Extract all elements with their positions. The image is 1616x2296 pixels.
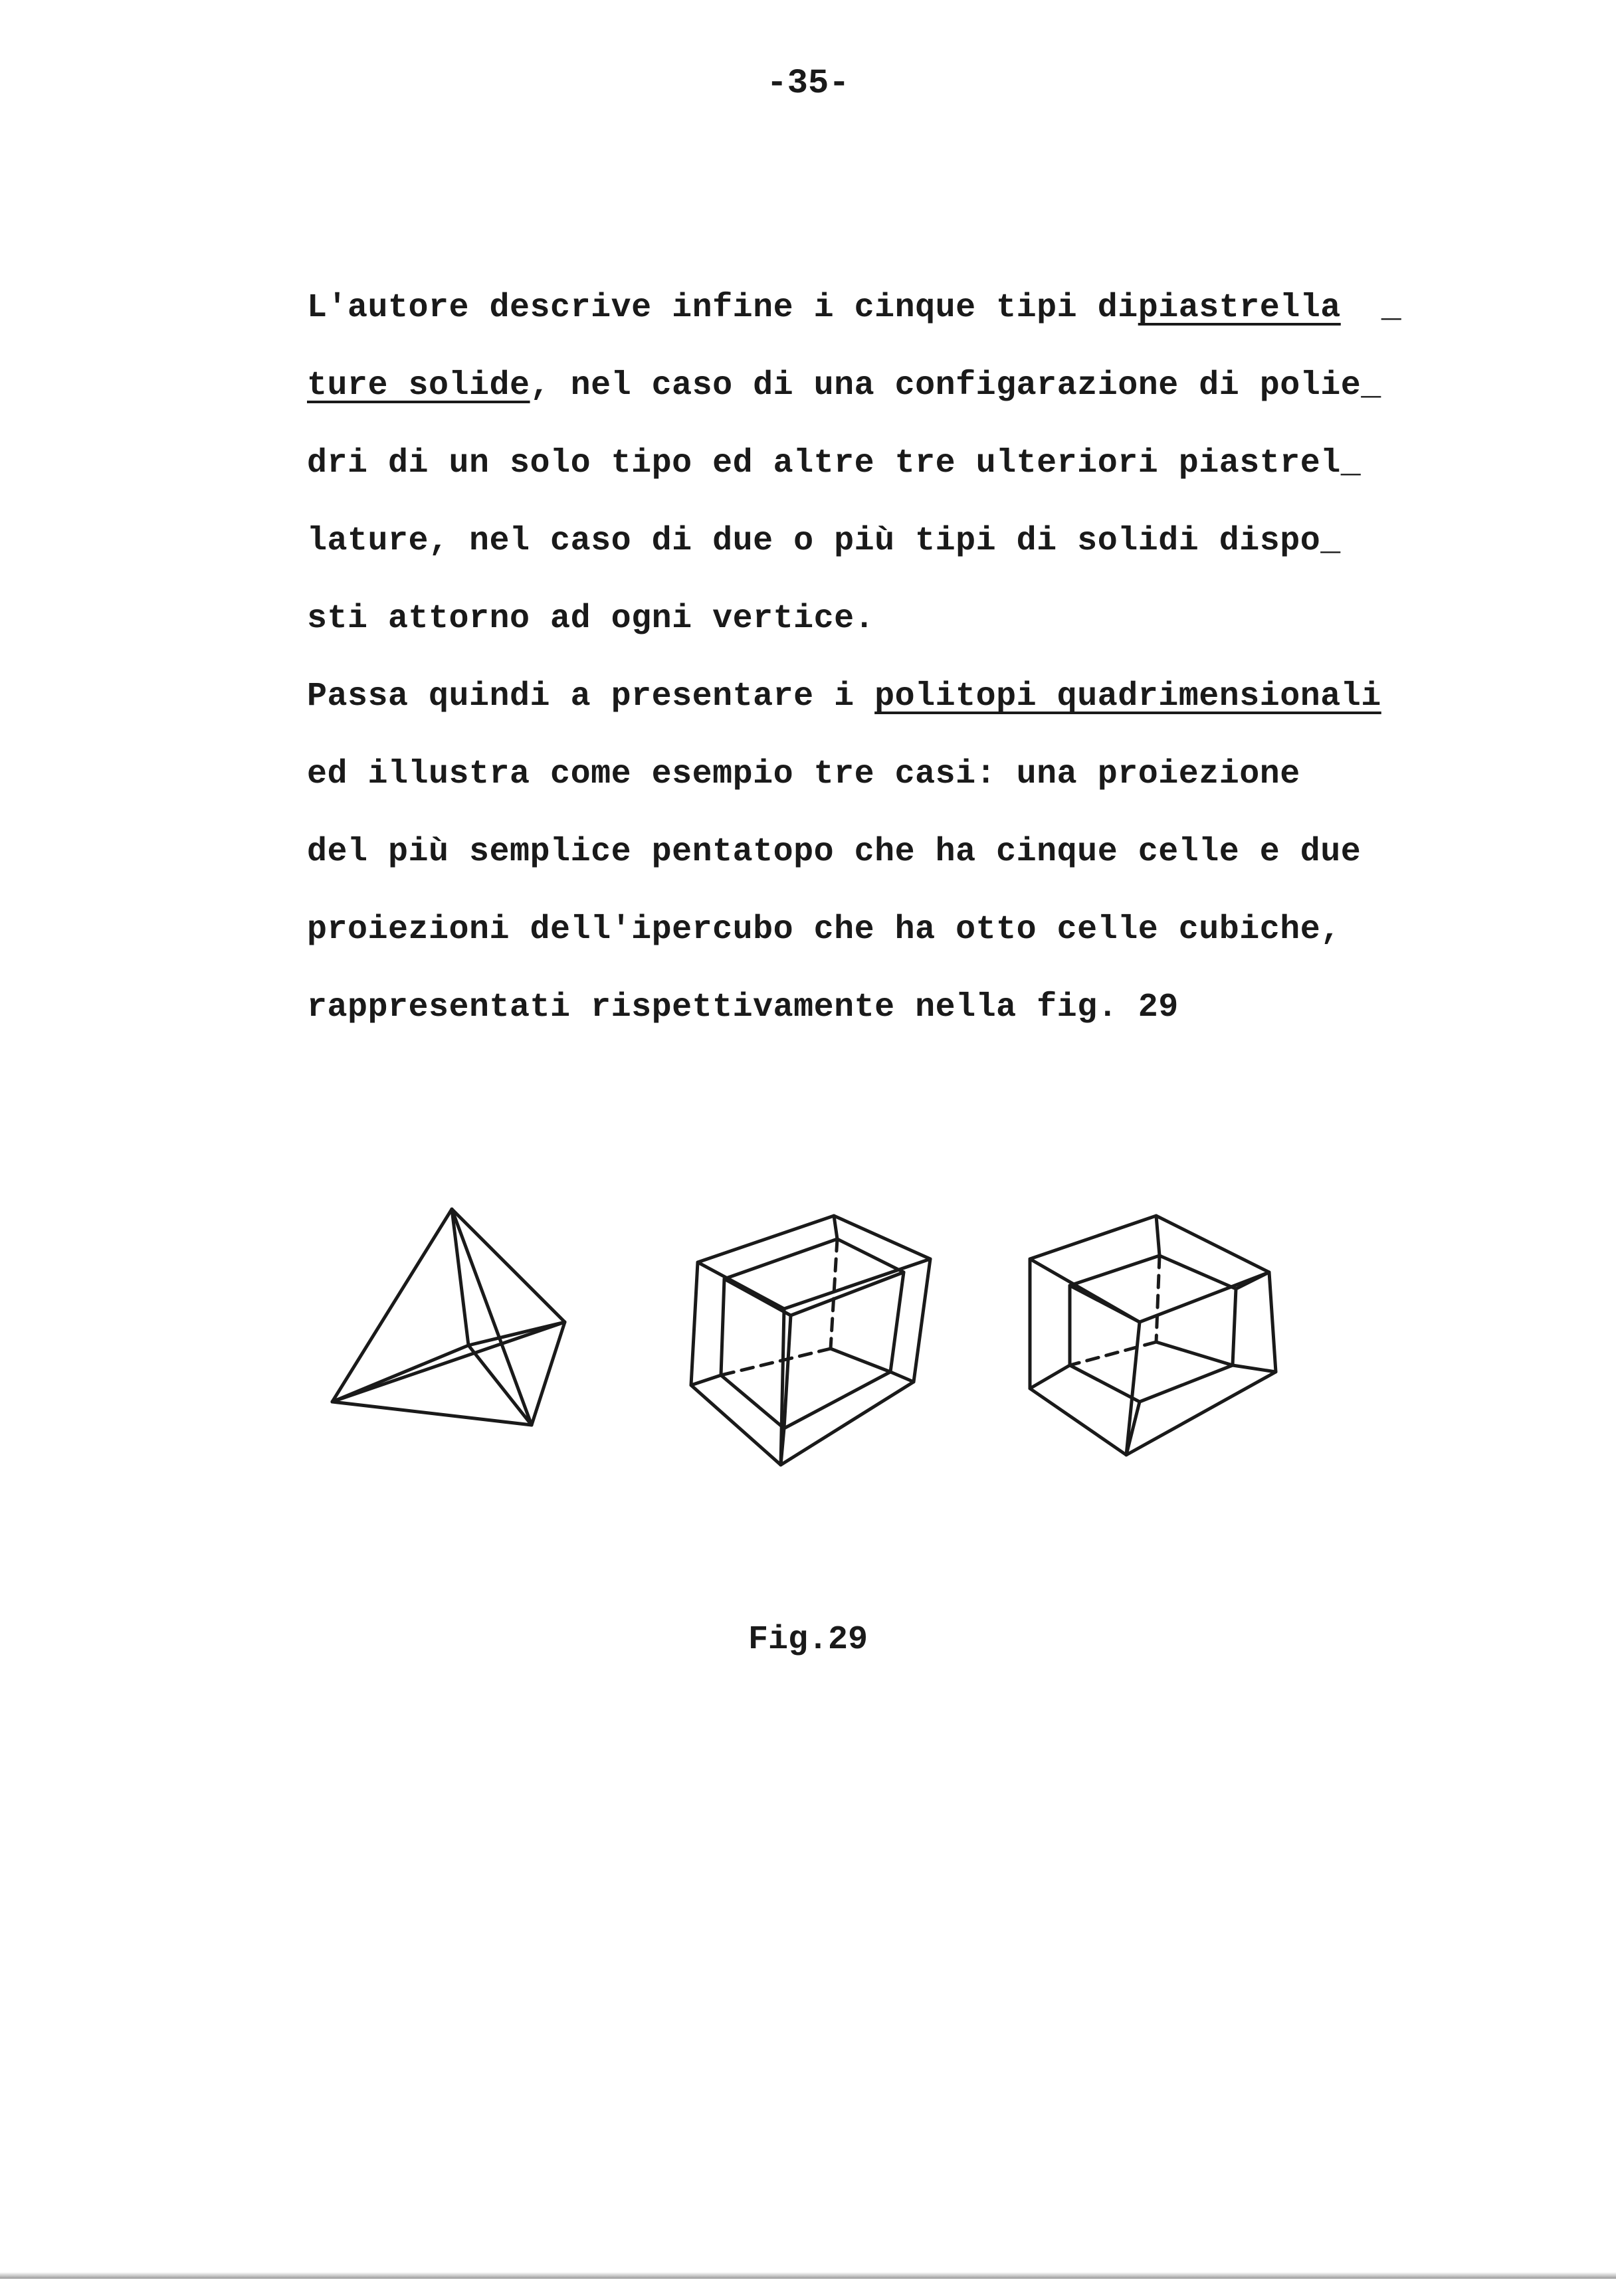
underlined-term: ture solide xyxy=(307,367,530,405)
text-segment: Passa quindi a presentare i xyxy=(307,678,875,716)
text-line xyxy=(307,269,1437,347)
text-line: proiezioni dell'ipercubo che ha otto celle cubiche, xyxy=(307,911,1341,949)
body-text xyxy=(307,269,1437,1046)
text-line: lature, nel caso di due o più tipi di solidi dispo_ xyxy=(307,522,1341,560)
text-line: sti attorno ad ogni vertice. xyxy=(307,600,875,638)
underlined-term: politopi quadrimensionali xyxy=(874,678,1381,716)
page-number: -35- xyxy=(766,64,850,103)
text-line: del più semplice pentatopo che ha cinque celle e due xyxy=(307,833,1362,871)
text-line xyxy=(307,658,1437,735)
text-segment: L'autore descrive infine i cinque tipi di xyxy=(307,289,1138,327)
text-line xyxy=(307,347,1437,425)
text-line: ed illustra come esempio tre casi: una proiezione xyxy=(307,755,1300,793)
text-segment: , nel caso di una configarazione di polie_ xyxy=(530,367,1381,405)
figure-29 xyxy=(0,1183,1616,1488)
hypercube-projection-b xyxy=(1023,1209,1282,1468)
page-bottom-edge xyxy=(0,2272,1616,2279)
pentatope-projection xyxy=(326,1202,578,1455)
text-line: dri di un solo tipo ed altre tre ulteriori piastrel_ xyxy=(307,444,1362,482)
figure-caption: Fig.29 xyxy=(748,1621,868,1659)
hypercube-projection-a xyxy=(684,1209,937,1475)
text-segment: _ xyxy=(1340,289,1402,327)
text-line: rappresentati rispettivamente nella fig. 29 xyxy=(307,989,1179,1026)
underlined-term: piastrella xyxy=(1138,289,1341,327)
